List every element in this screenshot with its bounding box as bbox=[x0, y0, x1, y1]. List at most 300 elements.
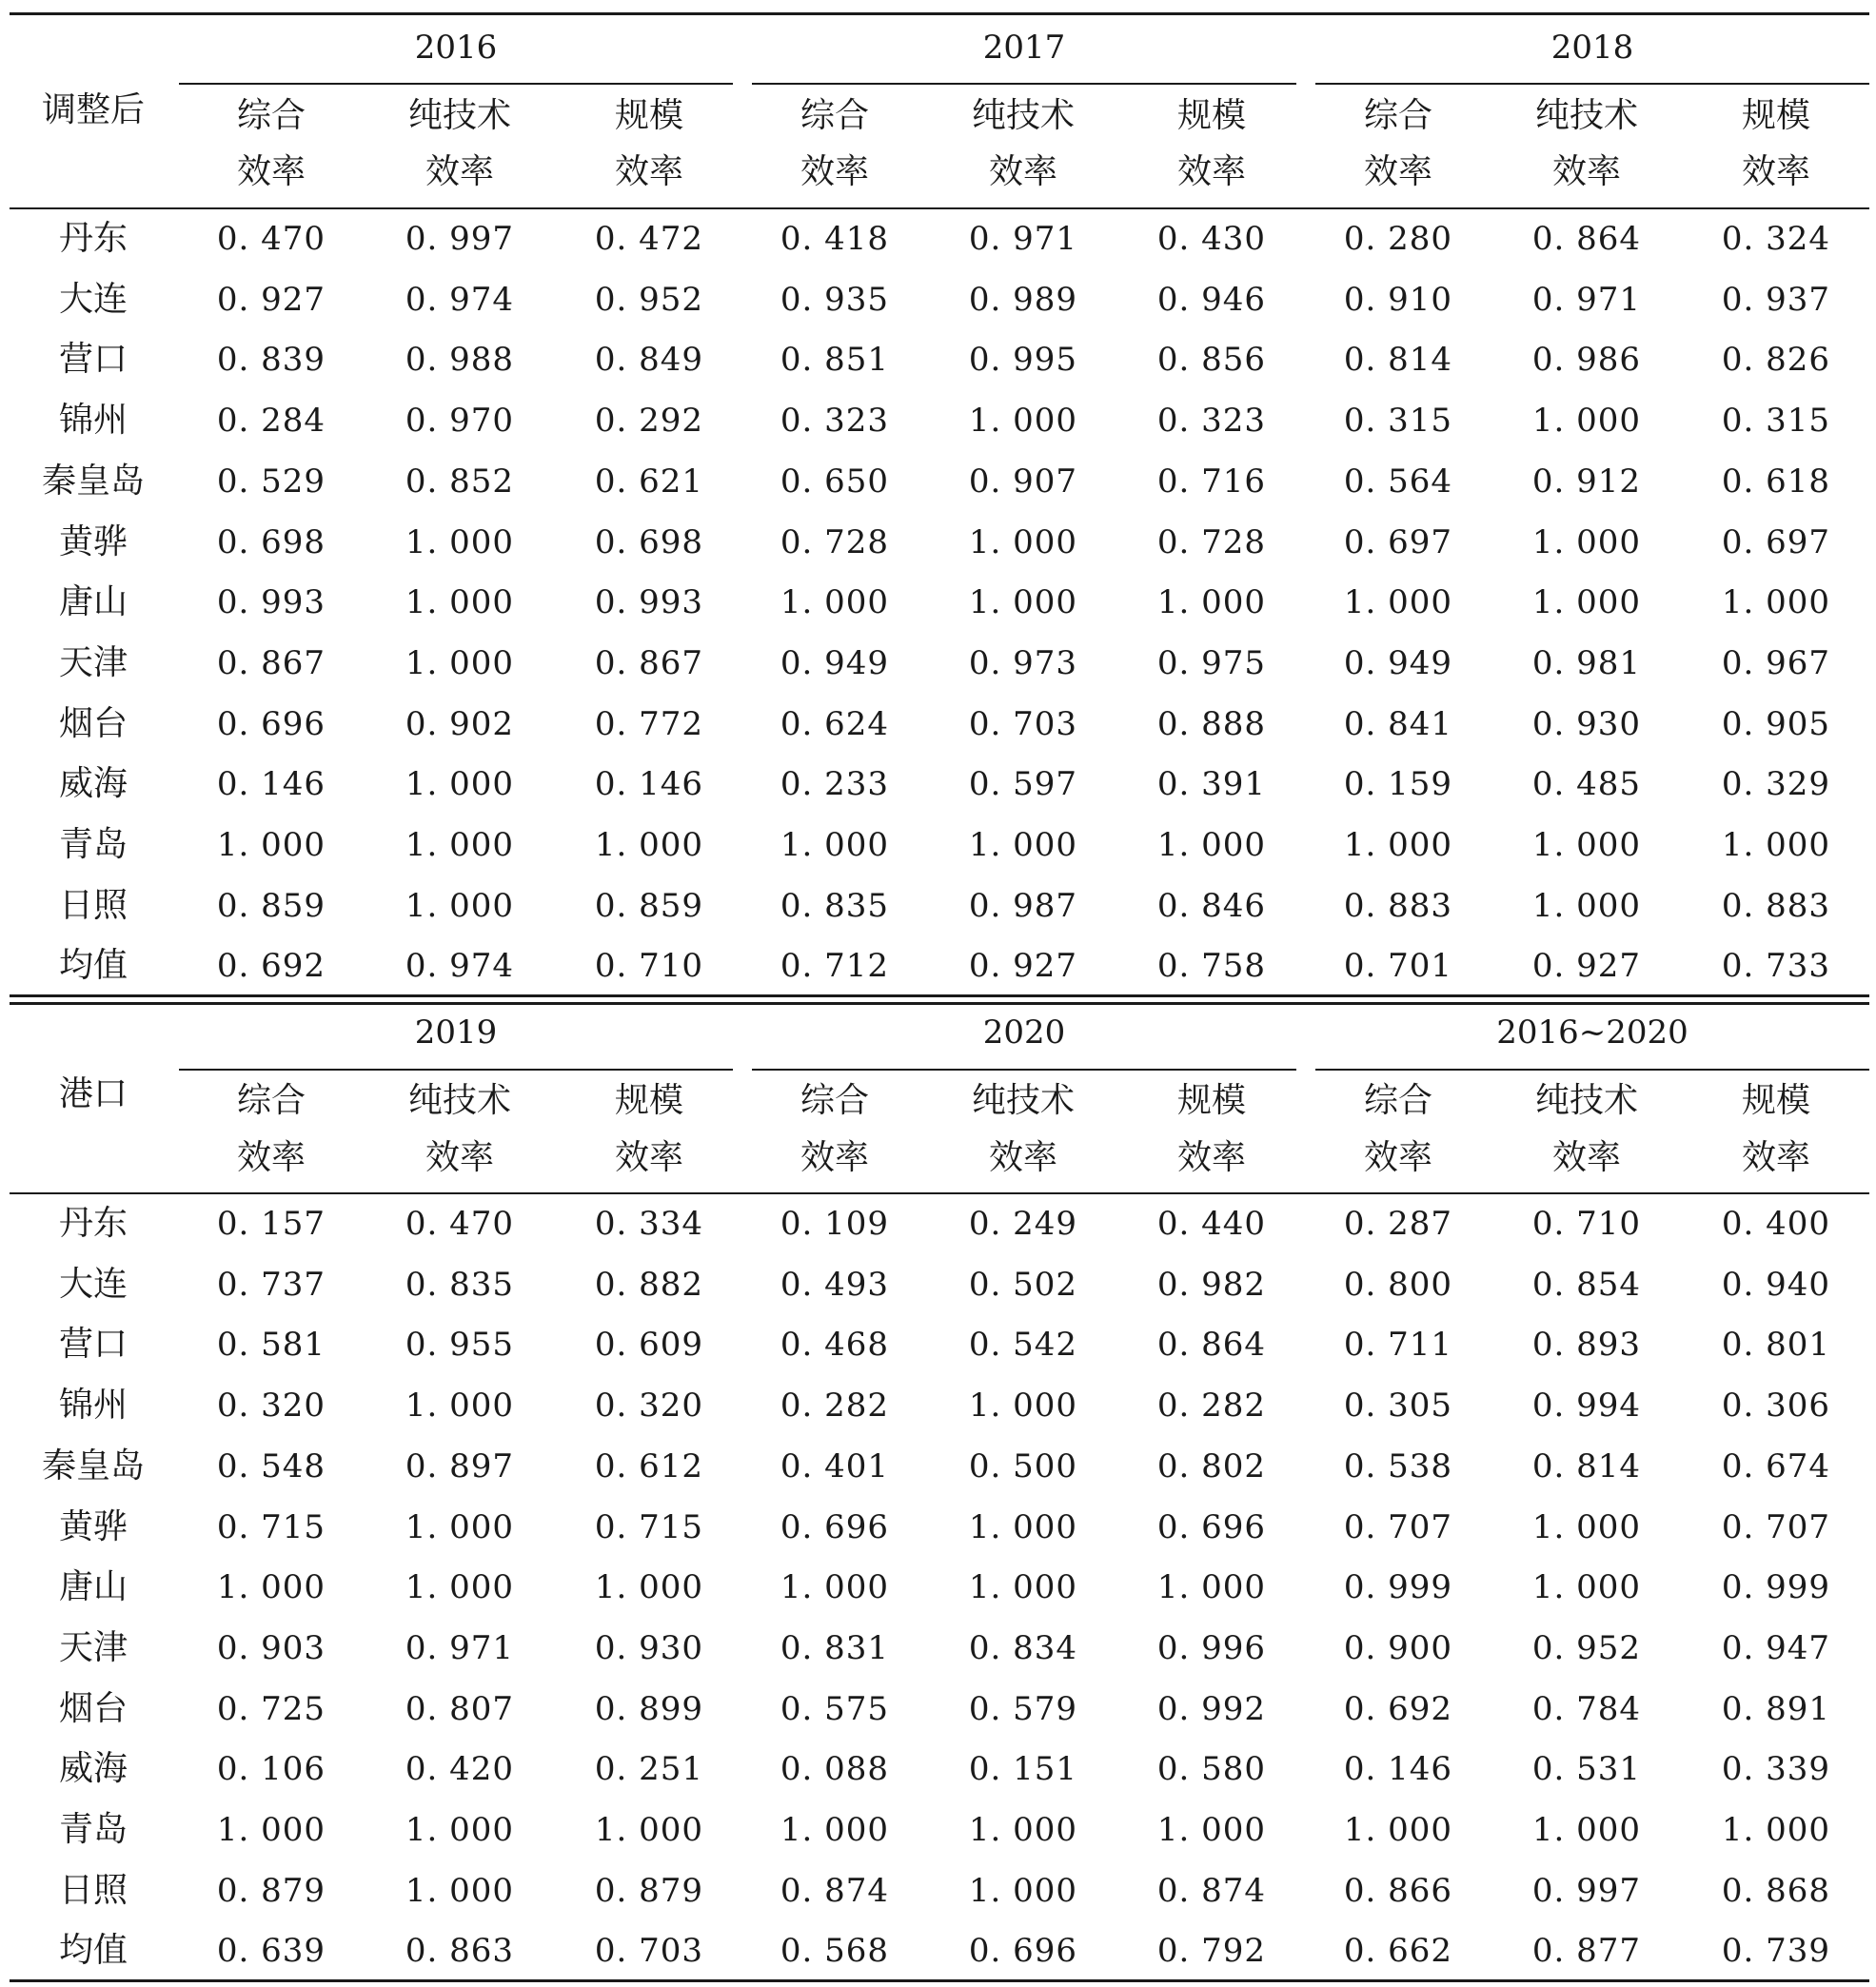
table-cell: 0. 696 bbox=[780, 1507, 890, 1546]
column-header-line1: 规模 bbox=[614, 1081, 684, 1120]
table-cell: 0. 739 bbox=[1721, 1932, 1831, 1971]
table-cell: 0. 581 bbox=[216, 1326, 326, 1365]
table-cell: 0. 280 bbox=[1343, 220, 1453, 258]
column-header-line2: 效率 bbox=[988, 1138, 1058, 1177]
header-bottom-rule bbox=[10, 207, 1869, 209]
table-cell: 1. 000 bbox=[405, 1387, 515, 1426]
table-cell: 0. 650 bbox=[780, 462, 890, 501]
table-cell: 0. 639 bbox=[216, 1932, 326, 1971]
header-bottom-rule bbox=[10, 1192, 1869, 1194]
table-cell: 0. 995 bbox=[968, 341, 1078, 380]
table-cell: 0. 712 bbox=[780, 947, 890, 986]
table-cell: 0. 692 bbox=[1343, 1689, 1453, 1728]
table-cell: 0. 284 bbox=[216, 402, 326, 441]
column-header-line2: 效率 bbox=[1363, 152, 1433, 191]
port-name: 均值 bbox=[58, 1931, 128, 1971]
table-cell: 0. 400 bbox=[1721, 1205, 1831, 1243]
table-cell: 0. 292 bbox=[594, 402, 704, 441]
year-header: 2018 bbox=[1550, 29, 1634, 67]
table-cell: 1. 000 bbox=[405, 1507, 515, 1546]
table-cell: 0. 420 bbox=[405, 1750, 515, 1789]
table-cell: 0. 946 bbox=[1156, 280, 1267, 319]
column-header-line1: 综合 bbox=[800, 96, 870, 135]
port-name: 日照 bbox=[58, 885, 128, 925]
table-cell: 0. 801 bbox=[1721, 1326, 1831, 1365]
table-cell: 0. 800 bbox=[1343, 1265, 1453, 1304]
table-cell: 0. 986 bbox=[1531, 341, 1642, 380]
table-cell: 0. 159 bbox=[1343, 765, 1453, 804]
table-cell: 0. 568 bbox=[780, 1932, 890, 1971]
port-name: 烟台 bbox=[58, 703, 128, 743]
column-header-line2: 效率 bbox=[988, 152, 1058, 191]
table-cell: 1. 000 bbox=[1531, 886, 1642, 925]
port-name: 锦州 bbox=[58, 401, 128, 441]
table-cell: 1. 000 bbox=[1531, 522, 1642, 561]
table-cell: 0. 315 bbox=[1721, 402, 1831, 441]
port-name: 威海 bbox=[58, 764, 128, 804]
table-cell: 0. 905 bbox=[1721, 704, 1831, 743]
column-header-line2: 效率 bbox=[1176, 1138, 1247, 1177]
column-header-line1: 纯技术 bbox=[971, 96, 1076, 135]
table-cell: 1. 000 bbox=[405, 765, 515, 804]
port-name: 黄骅 bbox=[58, 521, 128, 561]
table-cell: 0. 697 bbox=[1343, 522, 1453, 561]
table-cell: 0. 597 bbox=[968, 765, 1078, 804]
table-cell: 0. 315 bbox=[1343, 402, 1453, 441]
column-header-line2: 效率 bbox=[614, 152, 684, 191]
table-cell: 1. 000 bbox=[968, 402, 1078, 441]
table-cell: 0. 930 bbox=[594, 1628, 704, 1667]
table-cell: 0. 971 bbox=[968, 220, 1078, 258]
table-cell: 1. 000 bbox=[1531, 826, 1642, 864]
table-cell: 0. 903 bbox=[216, 1628, 326, 1667]
table-cell: 0. 893 bbox=[1531, 1326, 1642, 1365]
port-name: 唐山 bbox=[58, 1567, 128, 1607]
table-cell: 0. 891 bbox=[1721, 1689, 1831, 1728]
year-group-rule bbox=[1315, 83, 1869, 85]
table-cell: 0. 502 bbox=[968, 1265, 1078, 1304]
table-cell: 0. 470 bbox=[405, 1205, 515, 1243]
table-cell: 0. 902 bbox=[405, 704, 515, 743]
table-cell: 0. 912 bbox=[1531, 462, 1642, 501]
table-cell: 0. 391 bbox=[1156, 765, 1267, 804]
table-cell: 0. 728 bbox=[780, 522, 890, 561]
table-cell: 0. 971 bbox=[1531, 280, 1642, 319]
table-cell: 0. 707 bbox=[1721, 1507, 1831, 1546]
table-cell: 1. 000 bbox=[405, 1811, 515, 1849]
port-name: 营口 bbox=[58, 340, 128, 380]
table-cell: 0. 868 bbox=[1721, 1871, 1831, 1910]
table-cell: 1. 000 bbox=[968, 522, 1078, 561]
table-cell: 0. 975 bbox=[1156, 643, 1267, 682]
table-cell: 1. 000 bbox=[405, 522, 515, 561]
table-cell: 1. 000 bbox=[216, 1811, 326, 1849]
table-cell: 0. 716 bbox=[1156, 462, 1267, 501]
table-cell: 0. 251 bbox=[594, 1750, 704, 1789]
table-cell: 0. 575 bbox=[780, 1689, 890, 1728]
column-header-line2: 效率 bbox=[614, 1138, 684, 1177]
table-cell: 0. 937 bbox=[1721, 280, 1831, 319]
table-cell: 0. 737 bbox=[216, 1265, 326, 1304]
table-cell: 0. 715 bbox=[594, 1507, 704, 1546]
table-cell: 0. 538 bbox=[1343, 1446, 1453, 1485]
column-header-line2: 效率 bbox=[800, 152, 870, 191]
table-cell: 1. 000 bbox=[1343, 826, 1453, 864]
table-cell: 0. 927 bbox=[968, 947, 1078, 986]
column-header-line1: 纯技术 bbox=[1534, 96, 1639, 135]
table-cell: 0. 624 bbox=[780, 704, 890, 743]
port-name: 烟台 bbox=[58, 1688, 128, 1728]
table-cell: 0. 859 bbox=[594, 886, 704, 925]
table-cell: 0. 874 bbox=[1156, 1871, 1267, 1910]
table-cell: 0. 897 bbox=[405, 1446, 515, 1485]
table-cell: 0. 864 bbox=[1156, 1326, 1267, 1365]
table-cell: 1. 000 bbox=[1156, 826, 1267, 864]
table-cell: 0. 401 bbox=[780, 1446, 890, 1485]
table-cell: 0. 329 bbox=[1721, 765, 1831, 804]
table-cell: 0. 323 bbox=[780, 402, 890, 441]
table-cell: 0. 854 bbox=[1531, 1265, 1642, 1304]
table-cell: 1. 000 bbox=[1343, 1811, 1453, 1849]
table-cell: 0. 997 bbox=[1531, 1871, 1642, 1910]
table-cell: 0. 996 bbox=[1156, 1628, 1267, 1667]
table-cell: 1. 000 bbox=[780, 826, 890, 864]
column-header-line1: 规模 bbox=[614, 96, 684, 135]
table-cell: 0. 146 bbox=[594, 765, 704, 804]
table-cell: 0. 282 bbox=[780, 1387, 890, 1426]
column-header-line2: 效率 bbox=[1176, 152, 1247, 191]
column-header-line1: 规模 bbox=[1741, 96, 1811, 135]
table-cell: 0. 529 bbox=[216, 462, 326, 501]
column-header-line2: 效率 bbox=[236, 152, 306, 191]
table-cell: 0. 989 bbox=[968, 280, 1078, 319]
column-header-line1: 综合 bbox=[800, 1081, 870, 1120]
table-cell: 0. 973 bbox=[968, 643, 1078, 682]
port-name: 秦皇岛 bbox=[41, 1446, 146, 1485]
table-cell: 0. 999 bbox=[1721, 1568, 1831, 1607]
table-cell: 0. 967 bbox=[1721, 643, 1831, 682]
table-cell: 0. 867 bbox=[594, 643, 704, 682]
table-cell: 0. 733 bbox=[1721, 947, 1831, 986]
table-cell: 1. 000 bbox=[968, 1568, 1078, 1607]
table-cell: 0. 500 bbox=[968, 1446, 1078, 1485]
table-cell: 0. 940 bbox=[1721, 1265, 1831, 1304]
table-cell: 1. 000 bbox=[780, 1811, 890, 1849]
year-group-rule bbox=[752, 1069, 1296, 1071]
table-cell: 0. 580 bbox=[1156, 1750, 1267, 1789]
table-cell: 0. 987 bbox=[968, 886, 1078, 925]
table-cell: 1. 000 bbox=[1721, 826, 1831, 864]
table-cell: 0. 696 bbox=[1156, 1507, 1267, 1546]
column-header-line2: 效率 bbox=[1551, 152, 1622, 191]
year-header: 2017 bbox=[982, 29, 1066, 67]
port-name: 锦州 bbox=[58, 1386, 128, 1426]
table-cell: 0. 907 bbox=[968, 462, 1078, 501]
table-cell: 1. 000 bbox=[1721, 583, 1831, 622]
table-cell: 1. 000 bbox=[1156, 1811, 1267, 1849]
table-cell: 0. 472 bbox=[594, 220, 704, 258]
table-cell: 0. 282 bbox=[1156, 1387, 1267, 1426]
column-header-line1: 纯技术 bbox=[407, 1081, 512, 1120]
column-header-line1: 综合 bbox=[1363, 96, 1433, 135]
table-cell: 1. 000 bbox=[405, 826, 515, 864]
table-cell: 0. 971 bbox=[405, 1628, 515, 1667]
table-cell: 0. 982 bbox=[1156, 1265, 1267, 1304]
table-cell: 0. 910 bbox=[1343, 280, 1453, 319]
table-top-rule bbox=[10, 12, 1869, 15]
table-cell: 0. 888 bbox=[1156, 704, 1267, 743]
table-cell: 0. 339 bbox=[1721, 1750, 1831, 1789]
table-cell: 1. 000 bbox=[968, 1871, 1078, 1910]
port-name: 大连 bbox=[58, 1264, 128, 1304]
table-cell: 1. 000 bbox=[968, 1387, 1078, 1426]
table-cell: 0. 715 bbox=[216, 1507, 326, 1546]
table-cell: 0. 952 bbox=[594, 280, 704, 319]
table-cell: 0. 662 bbox=[1343, 1932, 1453, 1971]
table-cell: 1. 000 bbox=[1531, 1568, 1642, 1607]
table-cell: 0. 703 bbox=[594, 1932, 704, 1971]
table-cell: 0. 697 bbox=[1721, 522, 1831, 561]
table-separator-double-rule bbox=[10, 994, 1869, 1005]
table-cell: 0. 579 bbox=[968, 1689, 1078, 1728]
table-cell: 0. 698 bbox=[594, 522, 704, 561]
table-cell: 0. 834 bbox=[968, 1628, 1078, 1667]
table-cell: 0. 698 bbox=[216, 522, 326, 561]
table-cell: 0. 674 bbox=[1721, 1446, 1831, 1485]
table-cell: 0. 927 bbox=[216, 280, 326, 319]
table-cell: 0. 711 bbox=[1343, 1326, 1453, 1365]
table-cell: 0. 109 bbox=[780, 1205, 890, 1243]
column-header-line2: 效率 bbox=[425, 152, 495, 191]
table-cell: 0. 696 bbox=[216, 704, 326, 743]
stub-header: 港口 bbox=[58, 1074, 128, 1113]
table-cell: 0. 882 bbox=[594, 1265, 704, 1304]
table-cell: 0. 974 bbox=[405, 947, 515, 986]
column-header-line2: 效率 bbox=[425, 1138, 495, 1177]
table-cell: 0. 106 bbox=[216, 1750, 326, 1789]
table-cell: 0. 835 bbox=[780, 886, 890, 925]
table-cell: 0. 531 bbox=[1531, 1750, 1642, 1789]
table-cell: 0. 609 bbox=[594, 1326, 704, 1365]
table-cell: 1. 000 bbox=[594, 1568, 704, 1607]
column-header-line2: 效率 bbox=[1741, 152, 1811, 191]
table-cell: 0. 981 bbox=[1531, 643, 1642, 682]
table-cell: 0. 879 bbox=[216, 1871, 326, 1910]
table-cell: 0. 992 bbox=[1156, 1689, 1267, 1728]
table-cell: 1. 000 bbox=[405, 886, 515, 925]
table-cell: 0. 899 bbox=[594, 1689, 704, 1728]
table-cell: 0. 883 bbox=[1343, 886, 1453, 925]
table-cell: 1. 000 bbox=[968, 826, 1078, 864]
table-cell: 0. 784 bbox=[1531, 1689, 1642, 1728]
table-cell: 0. 947 bbox=[1721, 1628, 1831, 1667]
table-cell: 0. 703 bbox=[968, 704, 1078, 743]
year-header: 2020 bbox=[982, 1013, 1066, 1052]
table-cell: 0. 949 bbox=[780, 643, 890, 682]
year-group-rule bbox=[179, 1069, 733, 1071]
table-cell: 0. 088 bbox=[780, 1750, 890, 1789]
table-cell: 1. 000 bbox=[968, 583, 1078, 622]
table-cell: 0. 468 bbox=[780, 1326, 890, 1365]
table-cell: 0. 418 bbox=[780, 220, 890, 258]
table-cell: 0. 874 bbox=[780, 1871, 890, 1910]
table-cell: 0. 949 bbox=[1343, 643, 1453, 682]
column-header-line1: 规模 bbox=[1176, 96, 1247, 135]
table-cell: 0. 994 bbox=[1531, 1387, 1642, 1426]
table-cell: 0. 863 bbox=[405, 1932, 515, 1971]
table-cell: 1. 000 bbox=[780, 583, 890, 622]
column-header-line2: 效率 bbox=[236, 1138, 306, 1177]
column-header-line1: 规模 bbox=[1741, 1081, 1811, 1120]
table-cell: 0. 728 bbox=[1156, 522, 1267, 561]
table-cell: 0. 852 bbox=[405, 462, 515, 501]
port-name: 天津 bbox=[58, 1627, 128, 1667]
table-cell: 1. 000 bbox=[1343, 583, 1453, 622]
table-cell: 0. 151 bbox=[968, 1750, 1078, 1789]
table-cell: 0. 306 bbox=[1721, 1387, 1831, 1426]
table-cell: 0. 440 bbox=[1156, 1205, 1267, 1243]
table-cell: 0. 831 bbox=[780, 1628, 890, 1667]
port-name: 丹东 bbox=[58, 219, 128, 258]
table-cell: 0. 430 bbox=[1156, 220, 1267, 258]
column-header-line1: 综合 bbox=[236, 96, 306, 135]
table-cell: 0. 323 bbox=[1156, 402, 1267, 441]
table-cell: 1. 000 bbox=[594, 1811, 704, 1849]
table-cell: 0. 320 bbox=[594, 1387, 704, 1426]
year-header: 2016 bbox=[414, 29, 498, 67]
table-cell: 0. 856 bbox=[1156, 341, 1267, 380]
table-cell: 1. 000 bbox=[594, 826, 704, 864]
table-bottom-rule bbox=[10, 1979, 1869, 1982]
column-header-line2: 效率 bbox=[1551, 1138, 1622, 1177]
table-cell: 1. 000 bbox=[1531, 1507, 1642, 1546]
table-cell: 0. 867 bbox=[216, 643, 326, 682]
port-name: 大连 bbox=[58, 279, 128, 319]
column-header-line2: 效率 bbox=[1741, 1138, 1811, 1177]
table-cell: 0. 758 bbox=[1156, 947, 1267, 986]
table-cell: 0. 485 bbox=[1531, 765, 1642, 804]
table-cell: 0. 157 bbox=[216, 1205, 326, 1243]
table-cell: 0. 710 bbox=[594, 947, 704, 986]
year-group-rule bbox=[752, 83, 1296, 85]
table-cell: 0. 970 bbox=[405, 402, 515, 441]
table-cell: 0. 334 bbox=[594, 1205, 704, 1243]
table-cell: 0. 839 bbox=[216, 341, 326, 380]
column-header-line1: 纯技术 bbox=[407, 96, 512, 135]
column-header-line2: 效率 bbox=[800, 1138, 870, 1177]
port-name: 黄骅 bbox=[58, 1506, 128, 1546]
table-cell: 0. 927 bbox=[1531, 947, 1642, 986]
table-cell: 0. 305 bbox=[1343, 1387, 1453, 1426]
table-cell: 0. 493 bbox=[780, 1265, 890, 1304]
table-cell: 0. 146 bbox=[216, 765, 326, 804]
table-cell: 0. 701 bbox=[1343, 947, 1453, 986]
table-cell: 1. 000 bbox=[780, 1568, 890, 1607]
table-cell: 1. 000 bbox=[1156, 583, 1267, 622]
port-name: 天津 bbox=[58, 642, 128, 682]
year-header: 2016~2020 bbox=[1496, 1013, 1688, 1052]
table-cell: 0. 618 bbox=[1721, 462, 1831, 501]
table-cell: 0. 849 bbox=[594, 341, 704, 380]
table-cell: 0. 988 bbox=[405, 341, 515, 380]
table-cell: 0. 930 bbox=[1531, 704, 1642, 743]
table-cell: 0. 692 bbox=[216, 947, 326, 986]
stub-header: 调整后 bbox=[41, 90, 146, 129]
table-cell: 1. 000 bbox=[1531, 402, 1642, 441]
table-cell: 0. 696 bbox=[968, 1932, 1078, 1971]
table-cell: 0. 997 bbox=[405, 220, 515, 258]
table-cell: 0. 146 bbox=[1343, 1750, 1453, 1789]
port-name: 唐山 bbox=[58, 582, 128, 622]
table-cell: 0. 707 bbox=[1343, 1507, 1453, 1546]
table-cell: 0. 548 bbox=[216, 1446, 326, 1485]
table-cell: 0. 835 bbox=[405, 1265, 515, 1304]
column-header-line1: 规模 bbox=[1176, 1081, 1247, 1120]
table-cell: 0. 564 bbox=[1343, 462, 1453, 501]
table-cell: 1. 000 bbox=[1531, 583, 1642, 622]
port-name: 营口 bbox=[58, 1325, 128, 1365]
table-cell: 0. 320 bbox=[216, 1387, 326, 1426]
table-cell: 0. 772 bbox=[594, 704, 704, 743]
table-cell: 0. 612 bbox=[594, 1446, 704, 1485]
table-cell: 0. 807 bbox=[405, 1689, 515, 1728]
table-cell: 0. 324 bbox=[1721, 220, 1831, 258]
port-name: 丹东 bbox=[58, 1204, 128, 1243]
table-cell: 0. 802 bbox=[1156, 1446, 1267, 1485]
table-cell: 1. 000 bbox=[405, 643, 515, 682]
table-cell: 0. 993 bbox=[216, 583, 326, 622]
table-cell: 0. 841 bbox=[1343, 704, 1453, 743]
table-cell: 0. 470 bbox=[216, 220, 326, 258]
table-cell: 1. 000 bbox=[405, 583, 515, 622]
column-header-line1: 综合 bbox=[236, 1081, 306, 1120]
year-group-rule bbox=[1315, 1069, 1869, 1071]
table-cell: 0. 249 bbox=[968, 1205, 1078, 1243]
port-name: 均值 bbox=[58, 946, 128, 986]
table-cell: 0. 814 bbox=[1531, 1446, 1642, 1485]
table-cell: 1. 000 bbox=[1531, 1811, 1642, 1849]
table-cell: 0. 879 bbox=[594, 1871, 704, 1910]
table-cell: 0. 710 bbox=[1531, 1205, 1642, 1243]
table-cell: 0. 846 bbox=[1156, 886, 1267, 925]
table-cell: 0. 233 bbox=[780, 765, 890, 804]
table-cell: 0. 621 bbox=[594, 462, 704, 501]
table-cell: 0. 826 bbox=[1721, 341, 1831, 380]
table-cell: 0. 900 bbox=[1343, 1628, 1453, 1667]
column-header-line1: 综合 bbox=[1363, 1081, 1433, 1120]
table-cell: 0. 952 bbox=[1531, 1628, 1642, 1667]
table-cell: 0. 814 bbox=[1343, 341, 1453, 380]
table-cell: 0. 866 bbox=[1343, 1871, 1453, 1910]
table-cell: 1. 000 bbox=[968, 1811, 1078, 1849]
table-cell: 0. 999 bbox=[1343, 1568, 1453, 1607]
port-name: 秦皇岛 bbox=[41, 461, 146, 501]
table-cell: 0. 955 bbox=[405, 1326, 515, 1365]
table-cell: 0. 792 bbox=[1156, 1932, 1267, 1971]
table-cell: 1. 000 bbox=[405, 1568, 515, 1607]
table-cell: 0. 935 bbox=[780, 280, 890, 319]
table-cell: 0. 542 bbox=[968, 1326, 1078, 1365]
table-cell: 0. 877 bbox=[1531, 1932, 1642, 1971]
table-cell: 0. 725 bbox=[216, 1689, 326, 1728]
table-cell: 1. 000 bbox=[216, 1568, 326, 1607]
column-header-line2: 效率 bbox=[1363, 1138, 1433, 1177]
table-cell: 1. 000 bbox=[968, 1507, 1078, 1546]
port-name: 威海 bbox=[58, 1749, 128, 1789]
table-cell: 0. 993 bbox=[594, 583, 704, 622]
port-name: 日照 bbox=[58, 1870, 128, 1910]
port-name: 青岛 bbox=[58, 825, 128, 864]
